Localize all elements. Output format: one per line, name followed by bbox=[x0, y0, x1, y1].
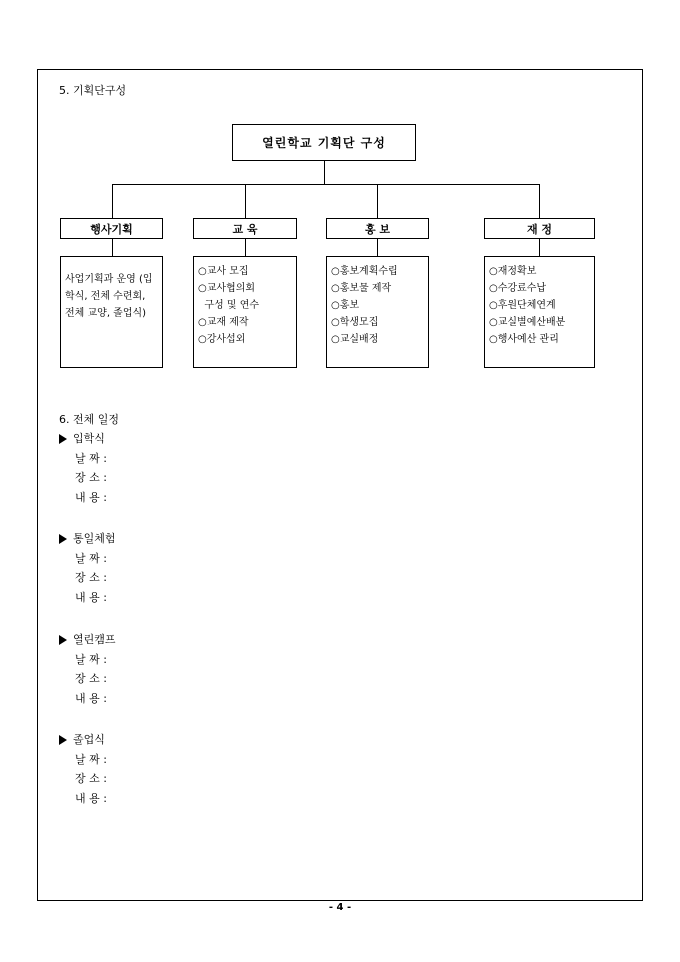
place-field: 장 소 : bbox=[75, 672, 107, 685]
connector-duty-4 bbox=[539, 239, 540, 256]
date-field: 날 짜 : bbox=[75, 451, 107, 465]
connector-duty-3 bbox=[377, 239, 378, 256]
duty-item: ○강사섭외 bbox=[198, 334, 246, 345]
duty-item: ○후원단체연계 bbox=[489, 300, 556, 311]
connector-horizontal bbox=[112, 184, 540, 185]
duty-item: ○교실별예산배분 bbox=[489, 317, 566, 328]
event-title: 졸업식 bbox=[73, 733, 105, 746]
connector-top bbox=[324, 161, 325, 184]
schedule-block-2 bbox=[59, 529, 116, 607]
content-field: 내 용 : bbox=[75, 590, 107, 604]
duty-item: ○교사 모집 bbox=[198, 266, 249, 277]
section-5-title: 5. 기획단구성 bbox=[59, 84, 127, 97]
page-frame bbox=[37, 69, 643, 901]
content-field: 내 용 : bbox=[75, 490, 107, 504]
duty-item: ○재정확보 bbox=[489, 266, 537, 277]
arrow-icon bbox=[59, 434, 67, 444]
place-field: 장 소 : bbox=[75, 571, 107, 584]
dept-box-2: 교 육 bbox=[193, 218, 297, 239]
duty-item: ○교재 제작 bbox=[198, 317, 249, 328]
duty-item: ○홍보물 제작 bbox=[331, 283, 392, 294]
duty-item: ○교실배정 bbox=[331, 334, 379, 345]
duty-box-2 bbox=[193, 256, 297, 368]
arrow-icon bbox=[59, 735, 67, 745]
event-title: 통일체험 bbox=[73, 532, 116, 545]
schedule-block-4 bbox=[59, 730, 107, 808]
duty-item: ○수강료수납 bbox=[489, 283, 547, 294]
dept-box-4: 재 정 bbox=[484, 218, 595, 239]
date-field: 날 짜 : bbox=[75, 652, 107, 666]
schedule-block-3 bbox=[59, 630, 116, 708]
content-field: 내 용 : bbox=[75, 691, 107, 705]
section-6-title: 6. 전체 일정 bbox=[59, 413, 119, 426]
duty-item: 구성 및 연수 bbox=[198, 300, 260, 311]
schedule-block-1 bbox=[59, 429, 107, 507]
connector-dept-3 bbox=[377, 184, 378, 218]
duty-box-1 bbox=[60, 256, 163, 368]
duty-box-4 bbox=[484, 256, 595, 368]
event-title: 열린캠프 bbox=[73, 633, 116, 646]
connector-duty-1 bbox=[112, 239, 113, 256]
content-field: 내 용 : bbox=[75, 791, 107, 805]
connector-dept-4 bbox=[539, 184, 540, 218]
connector-dept-2 bbox=[245, 184, 246, 218]
connector-dept-1 bbox=[112, 184, 113, 218]
place-field: 장 소 : bbox=[75, 772, 107, 785]
dept-box-3: 홍 보 bbox=[326, 218, 429, 239]
connector-duty-2 bbox=[245, 239, 246, 256]
event-title: 입학식 bbox=[73, 432, 105, 445]
duty-item: 사업기획과 운영 (입학식, 전체 수련회, 전체 교양, 졸업식) bbox=[65, 274, 153, 319]
arrow-icon bbox=[59, 534, 67, 544]
date-field: 날 짜 : bbox=[75, 551, 107, 565]
org-top-box: 열린학교 기획단 구성 bbox=[232, 124, 416, 161]
duty-item: ○행사예산 관리 bbox=[489, 334, 559, 345]
duty-item: ○학생모집 bbox=[331, 317, 379, 328]
place-field: 장 소 : bbox=[75, 471, 107, 484]
duty-box-3 bbox=[326, 256, 429, 368]
date-field: 날 짜 : bbox=[75, 752, 107, 766]
dept-box-1: 행사기획 bbox=[60, 218, 163, 239]
duty-item: ○홍보계획수립 bbox=[331, 266, 398, 277]
arrow-icon bbox=[59, 635, 67, 645]
page-number: - 4 - bbox=[328, 902, 352, 913]
duty-item: ○교사협의회 bbox=[198, 283, 256, 294]
duty-item: ○홍보 bbox=[331, 300, 360, 311]
